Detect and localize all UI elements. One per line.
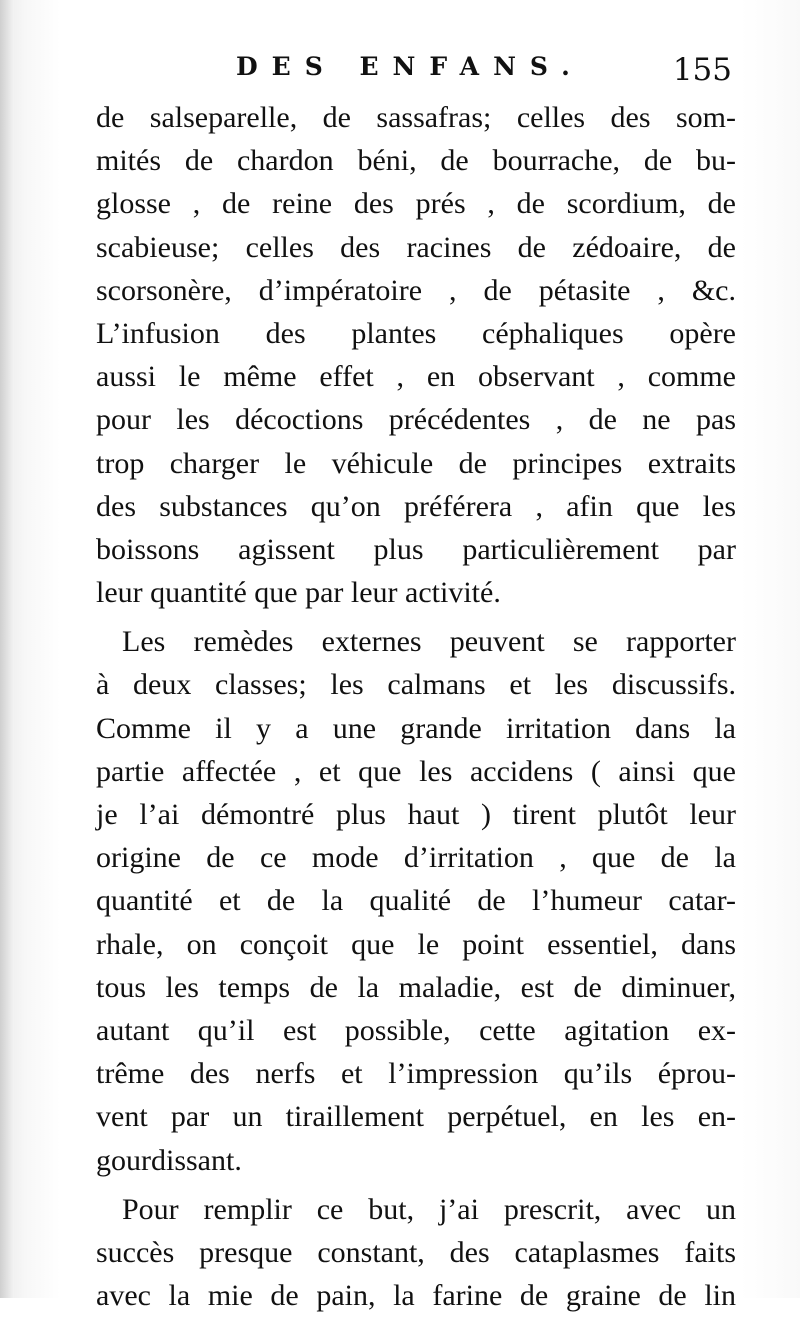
text-line: je l’ai démontré plus haut ) tirent plutôt leur — [96, 798, 736, 831]
text-line: vent par un tiraillement perpétuel, en les en- — [96, 1100, 736, 1134]
text-line: autant qu’il est possible, cette agitation ex- — [96, 1013, 736, 1047]
text-line: gourdissant. — [96, 1143, 242, 1177]
text-line: aussi le même effet , en observant , comme — [96, 360, 736, 394]
text-line: de salseparelle, de sassafras; celles des som- — [96, 101, 736, 134]
text-line: scabieuse; celles des racines de zédoaire, de — [96, 230, 736, 264]
text-line: L’infusion des plantes céphaliques opère — [96, 316, 736, 350]
page-header — [96, 52, 736, 92]
text-line: glosse , de reine des prés , de scordium, de — [96, 187, 736, 221]
text-line: pour les décoctions précédentes , de ne pas — [96, 403, 736, 437]
text-line: Les remèdes externes peuvent se rapporter — [122, 625, 736, 659]
text-line: leur quantité que par leur activité. — [96, 576, 501, 610]
body-text — [96, 96, 736, 1317]
text-line: Pour remplir ce but, j’ai prescrit, avec un — [122, 1192, 736, 1226]
text-line: succès presque constant, des cataplasmes faits — [96, 1235, 736, 1269]
text-line: des substances qu’on préférera , afin que les — [96, 489, 736, 523]
text-line: mités de chardon béni, de bourrache, de bu- — [96, 144, 736, 178]
text-line: trême des nerfs et l’impression qu’ils éprou- — [96, 1057, 736, 1091]
paragraph — [96, 620, 736, 1181]
text-line: trop charger le véhicule de principes extraits — [96, 446, 736, 480]
text-line: avec la mie de pain, la farine de graine de lin — [96, 1279, 736, 1313]
text-line: à deux classes; les calmans et les discussifs. — [96, 668, 736, 702]
text-line: rhale, on conçoit que le point essentiel, dans — [96, 927, 736, 961]
text-line: partie affectée , et que les accidens ( ainsi que — [96, 754, 736, 788]
page-number: 155 — [672, 52, 732, 88]
running-head: DES ENFANS. — [236, 52, 584, 81]
text-line: boissons agissent plus particulièrement par — [96, 532, 736, 566]
text-line: scorsonère, d’impératoire , de pétasite , &c. — [96, 273, 736, 307]
text-line: Comme il y a une grande irritation dans la — [96, 711, 736, 745]
text-line: quantité et de la qualité de l’humeur catar- — [96, 884, 736, 918]
text-line: tous les temps de la maladie, est de diminuer, — [96, 970, 736, 1004]
text-line: origine de ce mode d’irritation , que de la — [96, 841, 736, 875]
paragraph — [96, 96, 736, 614]
binding-shadow — [0, 0, 14, 1298]
